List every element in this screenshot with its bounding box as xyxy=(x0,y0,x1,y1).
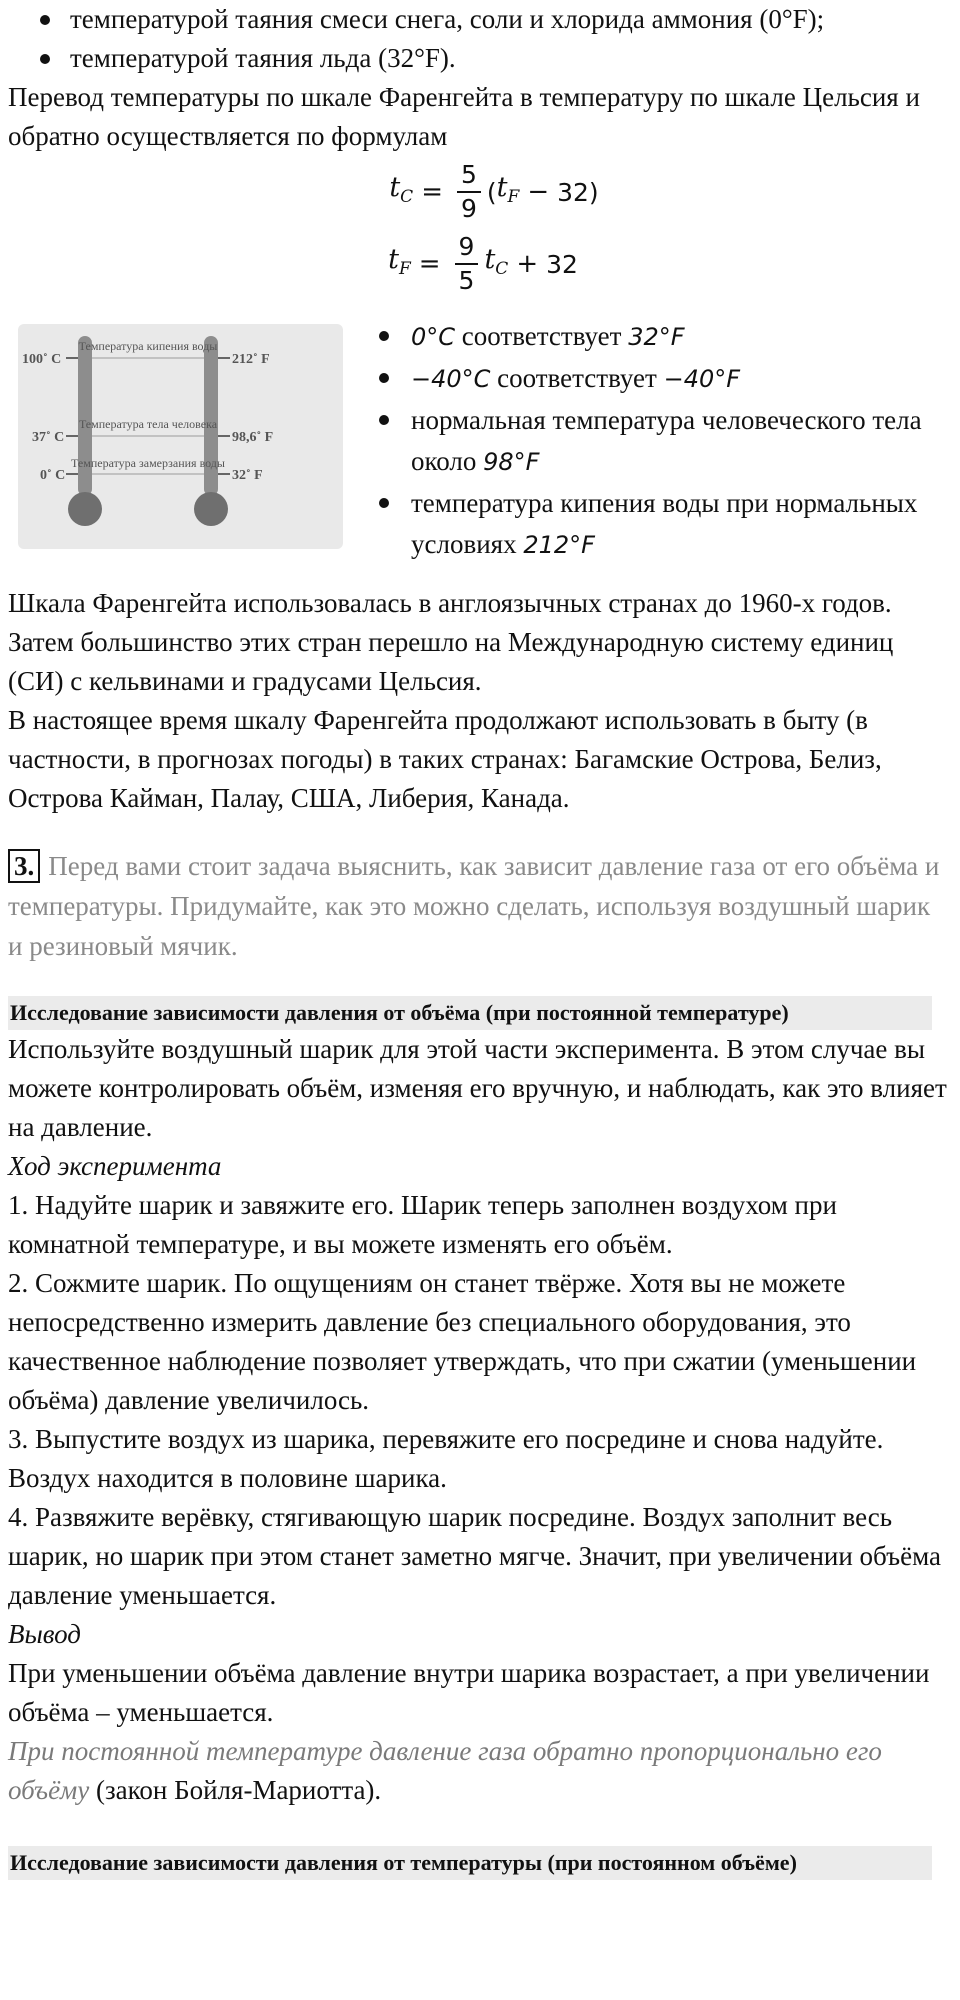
intro-paragraph: Перевод температуры по шкале Фаренгейта в температуру по шкале Цельсия и обратно осуществляется по формулам xyxy=(8,82,920,151)
right-tube xyxy=(204,336,218,496)
list-item: температурой таяния смеси снега, соли и хлорида аммония (0°F); xyxy=(8,0,950,39)
fraction xyxy=(455,231,479,297)
formula-constant: 32 xyxy=(546,249,578,279)
formula-constant: 32 xyxy=(557,177,589,207)
history-paragraph: В настоящее время шкалу Фаренгейта продолжают использовать в быту (в частности, в прогнозах погоды) в таких странах: Багамские Острова, Белиз, Острова Кайман, Палау, США, Либерия, Канада. xyxy=(8,705,882,813)
fraction xyxy=(457,159,481,225)
fraction-denominator: 5 xyxy=(458,266,475,295)
step-item: 4. Развяжите верёвку, стягивающую шарик посредине. Воздух заполнит весь шарик, но шарик при этом станет заметно мягче. Значит, при увеличении объёма давление уменьшается. xyxy=(8,1502,941,1610)
thermo-label: 212˚ F xyxy=(232,352,270,367)
thermo-label: 0˚ C xyxy=(40,468,66,483)
right-bulb xyxy=(194,492,228,526)
formula-var: $t_F$ xyxy=(496,171,520,207)
list-item: 0°C соответствует 32°F xyxy=(367,316,947,358)
history-paragraph: Шкала Фаренгейта использовалась в англоязычных странах до 1960-х годов. Затем большинство этих стран перешло на Международную систему единиц (СИ) с кельвинами и градусами Цельсия. xyxy=(8,588,894,696)
formula-var: $t_C$ xyxy=(484,243,509,279)
conclusion-text: При уменьшении объёма давление внутри шарика возрастает, а при увеличении объёма – уменьшается. xyxy=(8,1658,930,1727)
step-item: 2. Сожмите шарик. По ощущениям он станет твёрже. Хотя вы не можете непосредственно измерить давление без специального оборудования, это качественное наблюдение позволяет утверждать, что при сжатии (уменьшении объёма) давление увеличилось. xyxy=(8,1268,917,1415)
formula-var: $t_C$ xyxy=(389,171,414,207)
formula-fahrenheit xyxy=(16,228,950,300)
thermo-label: 32˚ F xyxy=(232,468,263,483)
section-volume xyxy=(8,1030,950,1810)
thermo-label: 98,6˚ F xyxy=(232,430,274,445)
fraction-numerator: 9 xyxy=(455,231,479,265)
equals-sign: = xyxy=(421,176,443,207)
conclusion-label: Вывод xyxy=(8,1619,81,1649)
left-bulb xyxy=(68,492,102,526)
list-item: −40°C соответствует −40°F xyxy=(367,358,947,400)
task-text: Перед вами стоит задача выяснить, как зависит давление газа от его объёма и температуры. Придумайте, как это можно сделать, используя воздушный шарик и резиновый мячик. xyxy=(8,851,940,961)
thermo-label: 100˚ C xyxy=(22,352,62,367)
thermo-caption: Температура замерзания воды xyxy=(71,456,225,470)
thermo-caption: Температура тела человека xyxy=(78,417,218,431)
plus-sign: + xyxy=(516,248,539,279)
equals-sign: = xyxy=(418,248,441,279)
top-bullet-list xyxy=(8,0,950,78)
thermometer-graphic xyxy=(18,324,343,549)
section-heading: Исследование зависимости давления от температуры (при постоянном объёме) xyxy=(8,1846,932,1880)
task-number-badge: 3. xyxy=(8,849,40,883)
step-item: 3. Выпустите воздух из шарика, перевяжите его посредине и снова надуйте. Воздух находится в половине шарика. xyxy=(8,1424,884,1493)
thermo-caption: Температура кипения воды xyxy=(78,339,218,353)
thermo-label: 37˚ C xyxy=(32,430,65,445)
temperature-facts xyxy=(367,316,947,570)
step-item: 1. Надуйте шарик и завяжите его. Шарик теперь заполнен воздухом при комнатной температуре, и вы можете изменять его объём. xyxy=(8,1190,837,1259)
section-intro: Используйте воздушный шарик для этой части эксперимента. В этом случае вы можете контролировать объём, изменяя его вручную, и наблюдать, как это влияет на давление. xyxy=(8,1034,947,1142)
minus-sign: − xyxy=(527,176,550,207)
law-statement: При постоянной температуре давление газа обратно пропорционально его объёму (закон Бойля-Мариотта). xyxy=(8,1736,882,1805)
list-item: нормальная температура человеческого тела около 98°F xyxy=(367,400,947,483)
left-tube xyxy=(78,336,92,496)
list-item: температура кипения воды при нормальных условиях 212°F xyxy=(367,483,947,566)
formula-var: $t_F$ xyxy=(388,243,411,279)
task-3 xyxy=(8,846,950,966)
paren-close: ) xyxy=(588,177,599,207)
formula-celsius xyxy=(38,156,950,228)
thermometer-illustration xyxy=(18,324,343,549)
fraction-denominator: 9 xyxy=(460,194,477,223)
procedure-label: Ход эксперимента xyxy=(8,1151,222,1181)
thermometer-section xyxy=(8,310,950,570)
paren-open: ( xyxy=(486,177,497,207)
fraction-numerator: 5 xyxy=(457,159,481,193)
section-heading: Исследование зависимости давления от объёма (при постоянной температуре) xyxy=(8,996,932,1030)
list-item: температурой таяния льда (32°F). xyxy=(8,39,950,78)
